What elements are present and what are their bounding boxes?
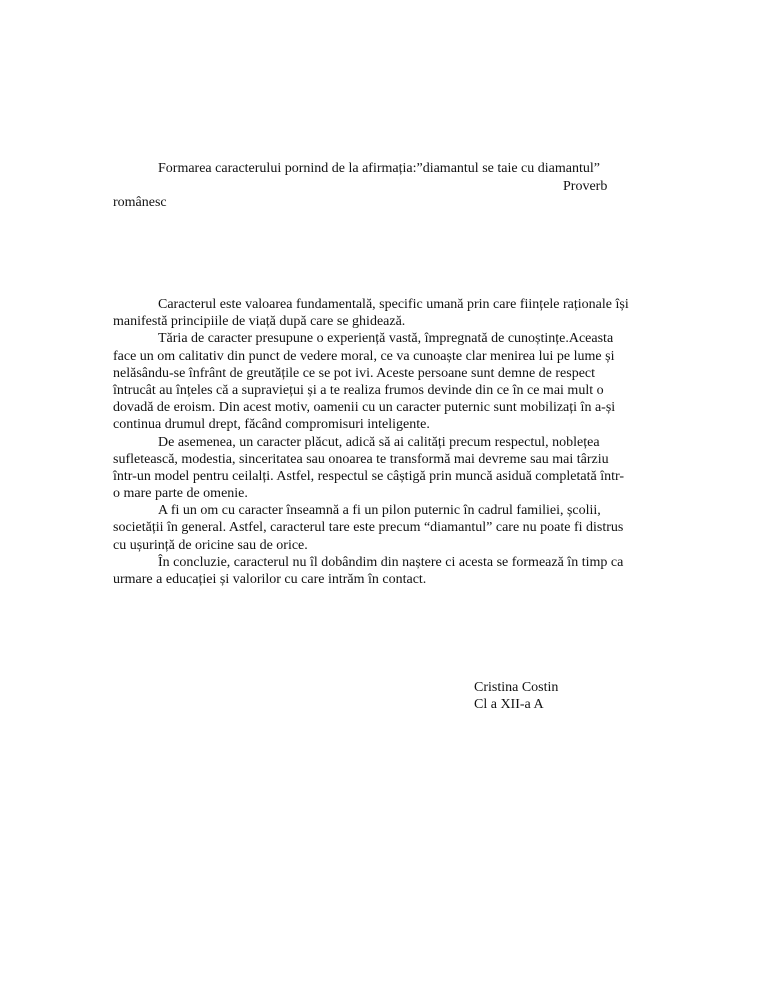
essay-line: face un om calitativ din punct de vedere moral, ce va cunoaște clar menirea lui pe lume și [113, 348, 615, 364]
essay-line: într-un model pentru ceilalți. Astfel, respectul se câștigă prin muncă asiduă completată într- [113, 468, 625, 484]
essay-line: nelăsându-se înfrânt de greutățile ce se pot ivi. Aceste persoane sunt demne de respect [113, 365, 596, 381]
essay-line: o mare parte de omenie. [113, 486, 248, 502]
essay-line: A fi un om cu caracter înseamnă a fi un pilon puternic în cadrul familiei, școlii, [158, 503, 601, 519]
proverb-label-continued: românesc [113, 195, 167, 210]
signature-block [474, 679, 558, 713]
essay-line: dovadă de eroism. Din acest motiv, oamenii cu un caracter puternic sunt mobilizați în a-și [113, 400, 616, 416]
proverb-label: Proverb [563, 179, 608, 194]
essay-line: întrucât au înțeles că a supraviețui și a te realiza frumos devinde din ce în ce mai mult o [113, 382, 604, 398]
essay-line: urmare a educației și valorilor cu care intrăm în contact. [113, 572, 427, 587]
essay-body [113, 296, 658, 588]
essay-line: societății în general. Astfel, caracterul tare este precum “diamantul” care nu poate fi distrus [113, 520, 624, 536]
essay-line: sufletească, modestia, sinceritatea sau onoarea te transformă mai devreme sau mai târziu [113, 451, 609, 467]
author-class: Cl a XII-a A [474, 697, 544, 712]
essay-line: manifestă principiile de viață după care se ghidează. [113, 314, 406, 330]
author-name: Cristina Costin [474, 680, 559, 695]
essay-title: Formarea caracterului pornind de la afirmația:”diamantul se taie cu diamantul” [158, 161, 600, 176]
essay-line: De asemenea, un caracter plăcut, adică să ai calități precum respectul, noblețea [158, 434, 600, 450]
essay-line: Caracterul este valoarea fundamentală, specific umană prin care ființele raționale își [158, 297, 629, 312]
essay-line: continua drumul drept, făcând compromisuri inteligente. [113, 417, 430, 433]
essay-line: Tăria de caracter presupune o experiență vastă, împregnată de cunoștințe.Aceasta [158, 331, 614, 347]
essay-line: cu ușurință de oricine sau de orice. [113, 537, 308, 553]
essay-line: În concluzie, caracterul nu îl dobândim din naștere ci acesta se formează în timp ca [158, 554, 624, 570]
